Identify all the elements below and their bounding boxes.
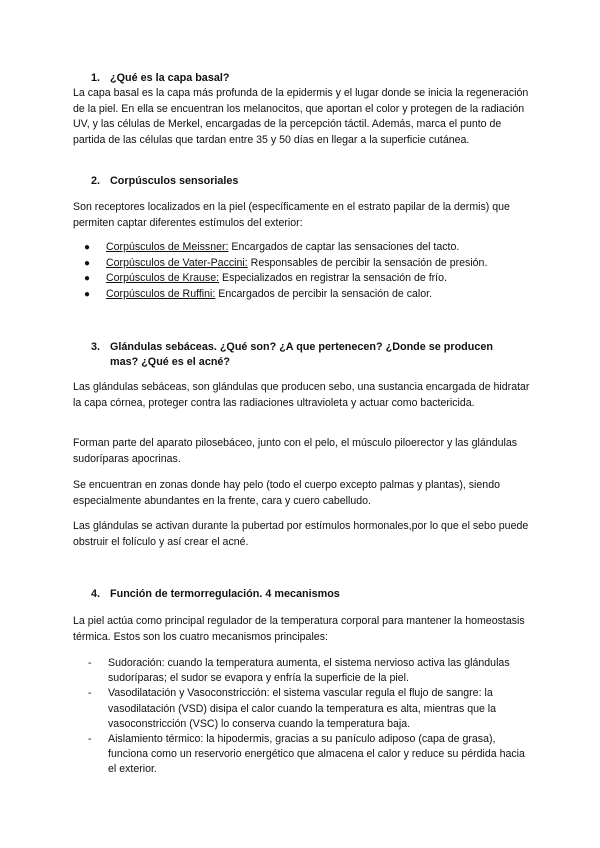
mechanism-text: Aislamiento térmico: la hipodermis, gracias a su panículo adiposo (capa de grasa), funciona como un reservorio energético que almacena el calor y reduce su pérdida hacia el exterior. xyxy=(108,733,525,776)
corpuscle-name: Corpúsculos de Meissner: xyxy=(106,241,229,253)
section-3-para-2: Forman parte del aparato pilosebáceo, junto con el pelo, el músculo piloerector y las glándulas sudoríparas apocrinas. xyxy=(73,437,518,465)
section-4-title: Función de termorregulación. 4 mecanismos xyxy=(110,588,340,600)
dash-icon: - xyxy=(88,733,92,746)
mechanism-text: Vasodilatación y Vasoconstricción: el sistema vascular regula el flujo de sangre: la vasodilatación (VSD) disipa el calor cuando la temperatura es alta, mientras que la vasoconstricción (VSC) lo conserva cuando la temperatura baja. xyxy=(108,687,497,730)
corpuscle-name: Corpúsculos de Vater-Paccini: xyxy=(106,256,248,269)
corpuscle-name: Corpúsculos de Ruffini: xyxy=(106,287,216,300)
section-4-heading xyxy=(91,587,531,602)
corpuscle-desc: Responsables de percibir la sensación de presión. xyxy=(247,256,488,269)
section-1-heading xyxy=(91,71,531,86)
section-3-title-line1: Glándulas sebáceas. ¿Qué son? ¿A que pertenecen? ¿Donde se producen xyxy=(110,341,493,353)
corpuscle-desc: Encargados de percibir la sensación de calor. xyxy=(215,287,433,300)
list-item xyxy=(84,256,534,272)
section-2-number: 2. xyxy=(91,175,101,187)
list-item xyxy=(88,656,533,686)
section-1-number: 1. xyxy=(91,72,101,84)
dash-icon: - xyxy=(88,687,92,700)
mechanism-list xyxy=(88,656,533,778)
section-3-title-line2: mas? ¿Qué es el acné? xyxy=(110,356,231,368)
list-item xyxy=(84,240,534,256)
section-3-para-3: Se encuentran en zonas donde hay pelo (todo el cuerpo excepto palmas y plantas), siendo especialmente abundantes en la frente, cara y cuero cabelludo. xyxy=(73,479,500,507)
list-item xyxy=(84,287,534,303)
corpuscle-list xyxy=(84,240,534,302)
section-2-title: Corpúsculos sensoriales xyxy=(110,175,239,187)
bullet-icon: ● xyxy=(84,288,91,300)
list-item xyxy=(88,732,533,778)
list-item xyxy=(84,271,534,287)
mechanism-text: Sudoración: cuando la temperatura aumenta, el sistema nervioso activa las glándulas sudoríparas; el sudor se evapora y enfría la superficie de la piel. xyxy=(108,657,510,685)
section-4-intro: La piel actúa como principal regulador de la temperatura corporal para mantener la homeostasis térmica. Estos son los cuatro mecanismos principales: xyxy=(73,615,525,643)
dash-icon: - xyxy=(88,657,92,669)
section-3-para-1: Las glándulas sebáceas, son glándulas que producen sebo, una sustancia encargada de hidratar la capa córnea, proteger contra las radiaciones ultravioleta y actuar como bactericida. xyxy=(73,381,530,409)
list-item xyxy=(88,686,533,732)
corpuscle-desc: Especializados en registrar la sensación de frío. xyxy=(219,272,447,284)
corpuscle-desc: Encargados de captar las sensaciones del tacto. xyxy=(228,241,460,253)
bullet-icon: ● xyxy=(84,257,91,269)
section-1-title: ¿Qué es la capa basal? xyxy=(110,72,230,84)
section-2-intro: Son receptores localizados en la piel (específicamente en el estrato papilar de la dermis) que permiten captar diferentes estímulos del exterior: xyxy=(73,201,510,229)
section-3-number: 3. xyxy=(91,341,101,353)
bullet-icon: ● xyxy=(84,242,91,253)
section-2-heading xyxy=(91,174,531,189)
section-1-body: La capa basal es la capa más profunda de la epidermis y el lugar donde se inicia la regeneración de la piel. En ella se encuentran los melanocitos, que aportan el color y protegen de la radiación UV, y las células de Merkel, encargadas de la percepción táctil. Además, marca el punto de partida de las células que tardan entre 35 y 50 días en llegar a la superficie cutánea. xyxy=(73,87,529,146)
section-3-para-4: Las glándulas se activan durante la pubertad por estímulos hormonales,por lo que el sebo puede obstruir el folículo y así crear el acné. xyxy=(73,520,529,548)
corpuscle-name: Corpúsculos de Krause: xyxy=(106,272,220,284)
section-3-heading xyxy=(91,340,541,370)
bullet-icon: ● xyxy=(84,273,91,284)
section-4-number: 4. xyxy=(91,588,101,600)
